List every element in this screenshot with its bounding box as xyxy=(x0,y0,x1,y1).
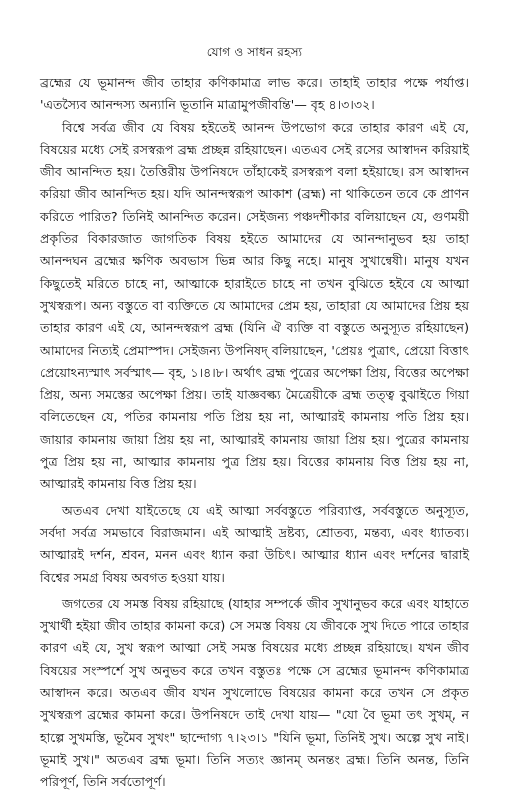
running-title: যোগ ও সাধন রহস্য xyxy=(206,45,303,59)
paragraph-4: জগতের যে সমস্ত বিষয় রহিয়াছে (যাহার সম্পর্কে জীব সুখানুভব করে এবং যাহাতে সুখার্থী হইয়া জীব তাহার কামনা করে) সে সমস্ত বিষয় যে জীবকে সুখ দিতে পারে তাহার কারণ এই যে, সুখ স্বরূপ আত্মা সেই সমস্ত বিষয়ের মধ্যে প্রচ্ছন্ন রহিয়াছে। যখন জীব বিষয়ের সংস্পর্শে সুখ অনুভব করে তখন বস্তুতঃ পক্ষে সে ব্রহ্মের ভূমানন্দ কণিকামাত্র আস্বাদন করে। অতএব জীব যখন সুখলোভে বিষয়ের কামনা করে তখন সে প্রকৃত সুখস্বরূপ ব্রহ্মের কামনা করে। উপনিষদে তাই দেখা যায়— "যো বৈ ভূমা তৎ সুখম্, ন হাল্পে সুখমস্তি, ভূমৈব সুখং" ছান্দোগ্য ৭।২৩।১ "যিনি ভূমা, তিনিই সুখ। অল্পে সুখ নাই। ভূমাই সুখ।" অতএব ব্রহ্ম ভূমা। তিনি সত্যং জ্ঞানম্ অনন্তং ব্রহ্ম। তিনি অনন্ত, তিনি পরিপূর্ণ, তিনি সর্বতোপূর্ণ। xyxy=(40,595,469,790)
paragraph-3: অতএব দেখা যাইতেছে যে এই আত্মা সর্ববস্তুতে পরিব্যাপ্ত, সর্ববস্তুতে অনুস্যূত, সর্বদা সর্বত্র সমভাবে বিরাজমান। এই আত্মাই দ্রষ্টব্য, শ্রোতব্য, মন্তব্য, এবং ধ্যাতব্য। আত্মারই দর্শন, শ্রবন, মনন এবং ধ্যান করা উচিৎ। আত্মার ধ্যান এবং দর্শনের দ্বারাই বিশ্বের সমগ্র বিষয় অবগত হওয়া যায়। xyxy=(40,502,469,585)
paragraph-1: ব্রহ্মের যে ভূমানন্দ জীব তাহার কণিকামাত্র লাভ করে। তাহাই তাহার পক্ষে পর্যাপ্ত। 'এতস্যৈব আনন্দস্য অন্যানি ভূতানি মাত্রামুপজীবন্তি'— বৃহ ৪।৩।৩২। xyxy=(40,75,469,113)
paragraph-2: বিশ্বে সর্বত্র জীব যে বিষয় হইতেই আনন্দ উপভোগ করে তাহার কারণ এই যে, বিষয়ের মধ্যে সেই রসস্বরূপ ব্রহ্ম প্রচ্ছন্ন রহিয়াছেন। এতএব সেই রসের আস্বাদন করিয়াই জীব আনন্দিত হয়। তৈত্তিরীয় উপনিষদে তাঁহাকেই রসস্বরূপ বলা হইয়াছে। রস আস্বাদন করিয়া জীব আনন্দিত হয়। যদি আনন্দস্বরূপ আকাশ (ব্রহ্ম) না থাকিতেন তবে কে প্রাণন করিতে পারিত? তিনিই আনন্দিত করেন। সেইজন্য পঞ্চদশীকার বলিয়াছেন যে, গুণময়ী প্রকৃতির বিকারজাত জাগতিক বিষয় হইতে আমাদের যে আনন্দানুভব হয় তাহা আনন্দঘন ব্রহ্মের ক্ষণিক অবভাস ভিন্ন আর কিছু নহে। মানুষ সুখান্বেষী। মানুষ যখন কিছুতেই মরিতে চাহে না, আত্মাকে হারাইতে চাহে না তখন বুঝিতে হইবে যে আত্মা সুখস্বরূপ। অন্য বস্তুতে বা ব্যক্তিতে যে আমাদের প্রেম হয়, তাহারা যে আমাদের প্রিয় হয় তাহার কারণ এই যে, আনন্দস্বরূপ ব্রহ্ম (যিনি ঐ ব্যক্তি বা বস্তুতে অনুস্যূত রহিয়াছেন) আমাদের নিত্যই প্রেমাস্পদ। সেইজন্য উপনিষদ্ বলিয়াছেন, 'প্রেয়ঃ পুত্রাৎ, প্রেয়ো বিত্তাৎ প্রেয়োঽন্যস্মাৎ সর্বস্মাৎ— বৃহ, ১।৪।৮। অর্থাৎ ব্রহ্ম পুত্রের অপেক্ষা প্রিয়, বিত্তের অপেক্ষা প্রিয়, অন্য সমস্তের অপেক্ষা প্রিয়। তাই যাজ্ঞবল্ক্য মৈত্রেয়ীকে ব্রহ্ম তত্ত্ব বুঝাইতে গিয়া বলিতেছেন যে, পতির কামনায় পতি প্রিয় হয় না, আত্মারই কামনায় পতি প্রিয় হয়। জায়ার কামনায় জায়া প্রিয় হয় না, আত্মারই কামনায় জায়া প্রিয় হয়। পুত্রের কামনায় পুত্র প্রিয় হয় না, আত্মার কামনায় পুত্র প্রিয় হয়। বিত্তের কামনায় বিত্ত প্রিয় হয় না, আত্মারই কামনায় বিত্ত প্রিয় হয়। xyxy=(40,119,469,492)
